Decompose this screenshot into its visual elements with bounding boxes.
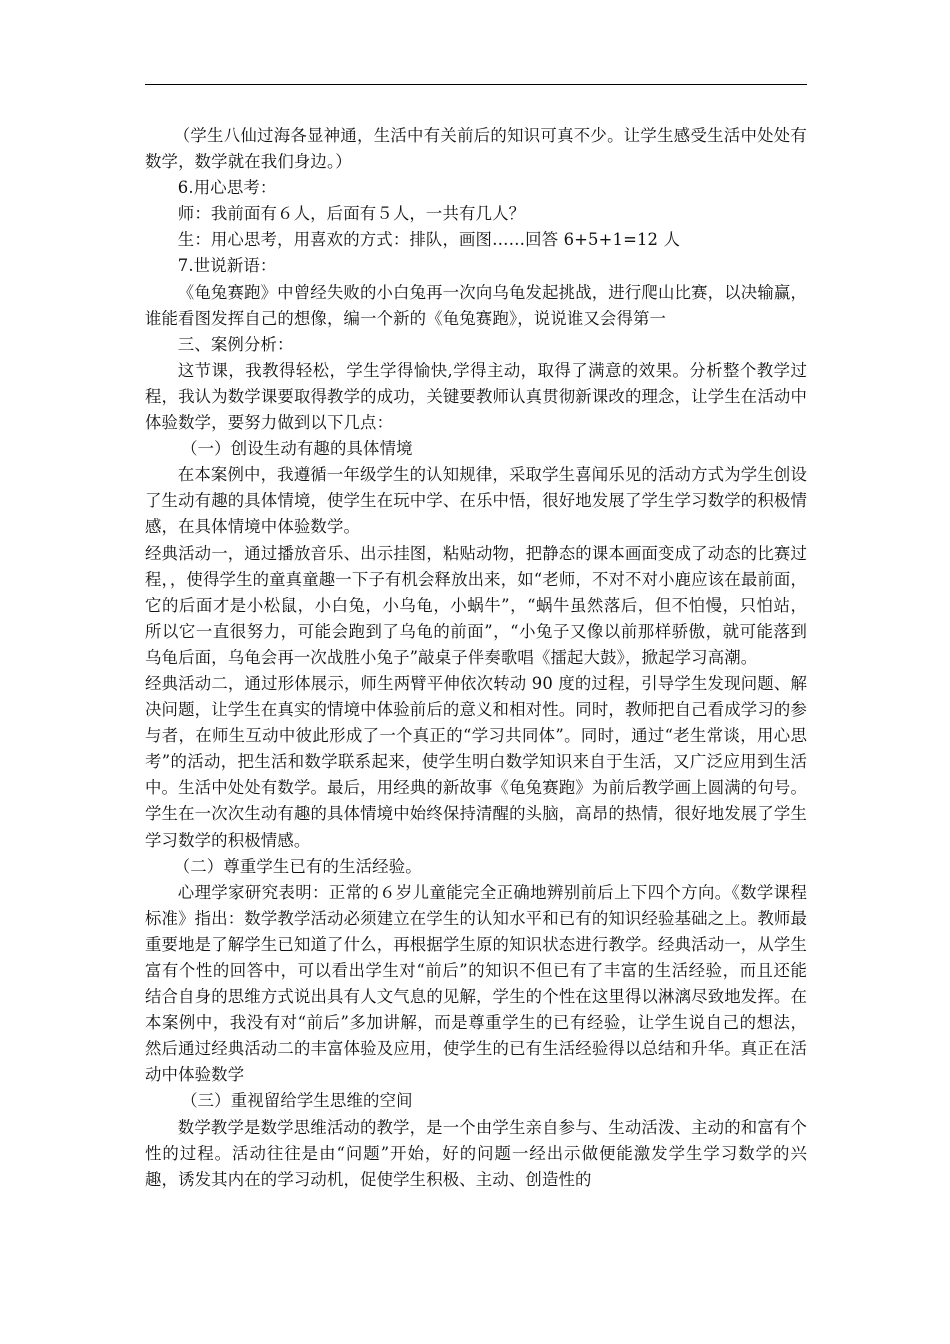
paragraph: 生：用心思考，用喜欢的方式：排队，画图……回答 6+5+1=12 人 <box>177 230 681 250</box>
paragraph: 师：我前面有６人，后面有５人，一共有几人？ <box>177 204 526 224</box>
paragraph: 在本案例中，我遵循一年级学生的认知规律，采取学生喜闻乐见的活动方式为学生创设了生动有趣的具体情境，使学生在玩中学、在乐中悟，很好地发展了学生学习数学的积极情感，在具体情境中体验数学。 <box>145 465 807 537</box>
section-heading: 三、案例分析： <box>177 334 294 354</box>
paragraph: 心理学家研究表明：正常的６岁儿童能完全正确地辨别前后上下四个方向。《数学课程标准》指出：数学教学活动必须建立在学生的认知水平和已有的知识经验基础之上。教师最重要地是了解学生已知道了什么，再根据学生原的知识状态进行教学。经典活动一，从学生富有个性的回答中，可以看出学生对“前后”的知识不但已有了丰富的生活经验，而且还能结合自身的思维方式说出具有人文气息的见解，学生的个性在这里得以淋漓尽致地发挥。在本案例中，我没有对“前后”多加讲解，而是尊重学生的已有经验，让学生说自己的想法，然后通过经典活动二的丰富体验及应用，使学生的已有生活经验得以总结和升华。真正在活动中体验数学 <box>145 882 807 1085</box>
subsection-heading: （二）尊重学生已有的生活经验。 <box>173 856 422 876</box>
document-body <box>145 123 807 1193</box>
paragraph: 经典活动一，通过播放音乐、出示挂图，粘贴动物，把静态的课本画面变成了动态的比赛过程，，使得学生的童真童趣一下子有机会释放出来，如“老师，不对不对小鹿应该在最前面，它的后面才是小松鼠，小白兔，小乌龟，小蜗牛”，“蜗牛虽然落后，但不怕慢，只怕站，所以它一直很努力，可能会跑到了乌龟的前面”，“小兔子又像以前那样骄傲，就可能落到乌龟后面，乌龟会再一次战胜小兔子”敲桌子伴奏歌唱《擂起大鼓》，掀起学习高潮。 <box>145 543 807 667</box>
paragraph: 这节课，我教得轻松，学生学得愉快,学得主动，取得了满意的效果。分析整个教学过程，我认为数学课要取得教学的成功，关键要教师认真贯彻新课改的理念，让学生在活动中体验数学，要努力做到以下几点： <box>145 360 807 433</box>
subsection-heading: （三）重视留给学生思维的空间 <box>181 1091 413 1111</box>
paragraph: 经典活动二，通过形体展示，师生两臂平伸依次转动 90 度的过程，引导学生发现问题、解决问题，让学生在真实的情境中体验前后的意义和相对性。同时，教师把自己看成学习的参与者，在师生互动中彼此形成了一个真正的“学习共同体”。同时，通过“老生常谈，用心思考”的活动，把生活和数学联系起来，使学生明白数学知识来自于生活，又广泛应用到生活中。生活中处处有数学。最后，用经典的新故事《龟兔赛跑》为前后教学画上圆满的句号。学生在一次次生动有趣的具体情境中始终保持清醒的头脑，高昂的热情，很好地发展了学生学习数学的积极情感。 <box>145 673 807 850</box>
section-heading: 6.用心思考： <box>177 178 277 198</box>
subsection-heading: （一）创设生动有趣的具体情境 <box>181 439 413 459</box>
paragraph: 数学教学是数学思维活动的教学，是一个由学生亲自参与、生动活泼、主动的和富有个性的过程。活动往往是由“问题”开始，好的问题一经出示做便能激发学生学习数学的兴趣，诱发其内在的学习动机，促使学生积极、主动、创造性的 <box>145 1117 807 1189</box>
paragraph: 《龟兔赛跑》中曾经失败的小白兔再一次向乌龟发起挑战，进行爬山比赛，以决输赢，谁能看图发挥自己的想像，编一个新的《龟兔赛跑》，说说谁又会得第一 <box>145 282 807 328</box>
paragraph: （学生八仙过海各显神通，生活中有关前后的知识可真不少。让学生感受生活中处处有数学，数学就在我们身边。） <box>145 126 807 172</box>
header-rule <box>145 84 807 85</box>
section-heading: 7.世说新语： <box>177 256 277 276</box>
